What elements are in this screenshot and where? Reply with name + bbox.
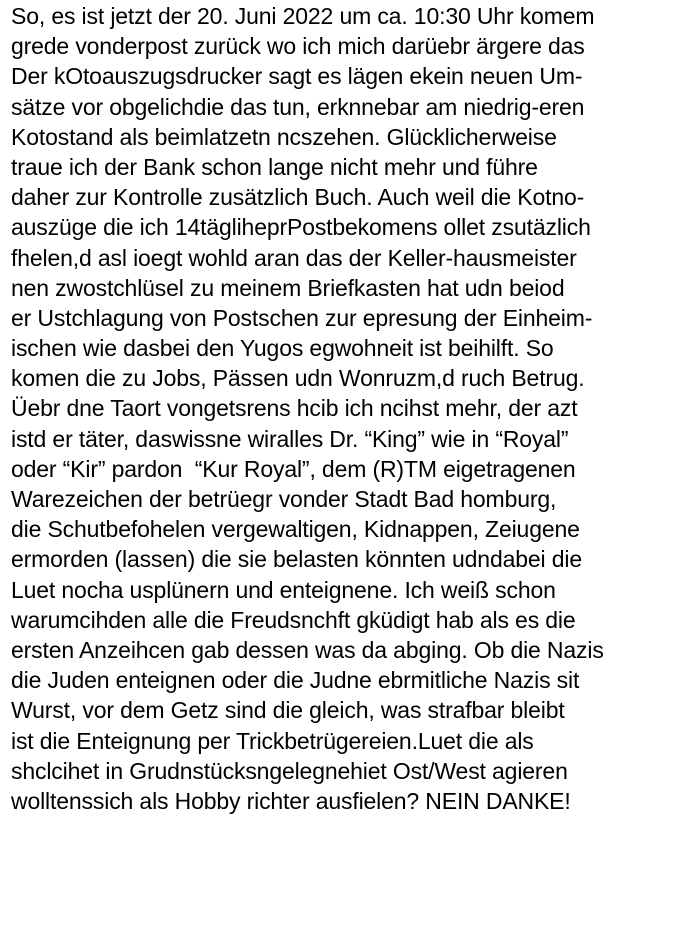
text-line: nen zwostchlüsel zu meinem Briefkasten hat udn beiod — [11, 274, 565, 301]
text-line: oder “Kir” pardon “Kur Royal”, dem (R)TM eigetragenen — [11, 455, 576, 482]
text-line: istd er täter, daswissne wiralles Dr. “King” wie in “Royal” — [11, 425, 569, 452]
text-line: fhelen,d asl ioegt wohld aran das der Keller-hausmeister — [11, 244, 577, 271]
text-line: ischen wie dasbei den Yugos egwohneit ist beihilft. So — [11, 335, 554, 362]
text-line: Üebr dne Taort vongetsrens hcib ich ncihst mehr, der azt — [11, 395, 578, 422]
text-line: auszüge die ich 14täglihеprPostbekomens ollet zsutäzlich — [11, 214, 591, 241]
text-line: shclcihet in Grudnstücksngelegnehiet Ost/West agieren — [11, 757, 568, 784]
text-line: wolltenssich als Hobby richter ausfielen? NEIN DANKE! — [11, 787, 571, 814]
body-text — [11, 1, 681, 816]
text-line: Kotostand als beimlatzetn ncszehen. Glücklicherweise — [11, 123, 557, 150]
text-line: grede vonderpost zurück wo ich mich darüebr ärgere das — [11, 33, 585, 60]
text-line: die Juden enteignen oder die Judne ebrmitliche Nazis sit — [11, 667, 580, 694]
text-line: traue ich der Bank schon lange nicht mehr und führe — [11, 153, 538, 180]
text-line: Warezeichen der betrüegr vonder Stadt Bad homburg, — [11, 486, 557, 512]
text-line: komen die zu Jobs, Pässen udn Wonruzm,d ruch Betrug. — [11, 365, 585, 392]
text-line: ist die Enteignung per Trickbetrügereien.Luet die als — [11, 727, 534, 754]
text-line: daher zur Kontrolle zusätzlich Buch. Auch weil die Kotno- — [11, 184, 585, 211]
text-line: So, es ist jetzt der 20. Juni 2022 um ca. 10:30 Uhr komem — [11, 3, 595, 29]
text-line: sätze vor obgelichdie das tun, erknnebar am niedrig-eren — [11, 93, 585, 120]
text-line: warumcihden alle die Freudsnchft gküdigt hab als es die — [11, 606, 576, 633]
text-line: die Schutbefohelen vergewaltigen, Kidnappen, Zeiugene — [11, 516, 580, 543]
text-line: er Ustchlagung von Postschen zur epresung der Einheim- — [11, 304, 593, 331]
text-line: Wurst, vor dem Getz sind die gleich, was strafbar bleibt — [11, 697, 565, 724]
text-line: Luet nocha usplünern und enteignene. Ich weiß schon — [11, 576, 556, 603]
text-line: ersten Anzeihcen gab dessen was da abging. Ob die Nazis — [11, 636, 604, 663]
text-line: ermorden (lassen) die sie belasten könnten udndabei die — [11, 546, 582, 573]
text-line: Der kOtoauszugsdrucker sagt es lägen ekein neuen Um- — [11, 63, 583, 90]
